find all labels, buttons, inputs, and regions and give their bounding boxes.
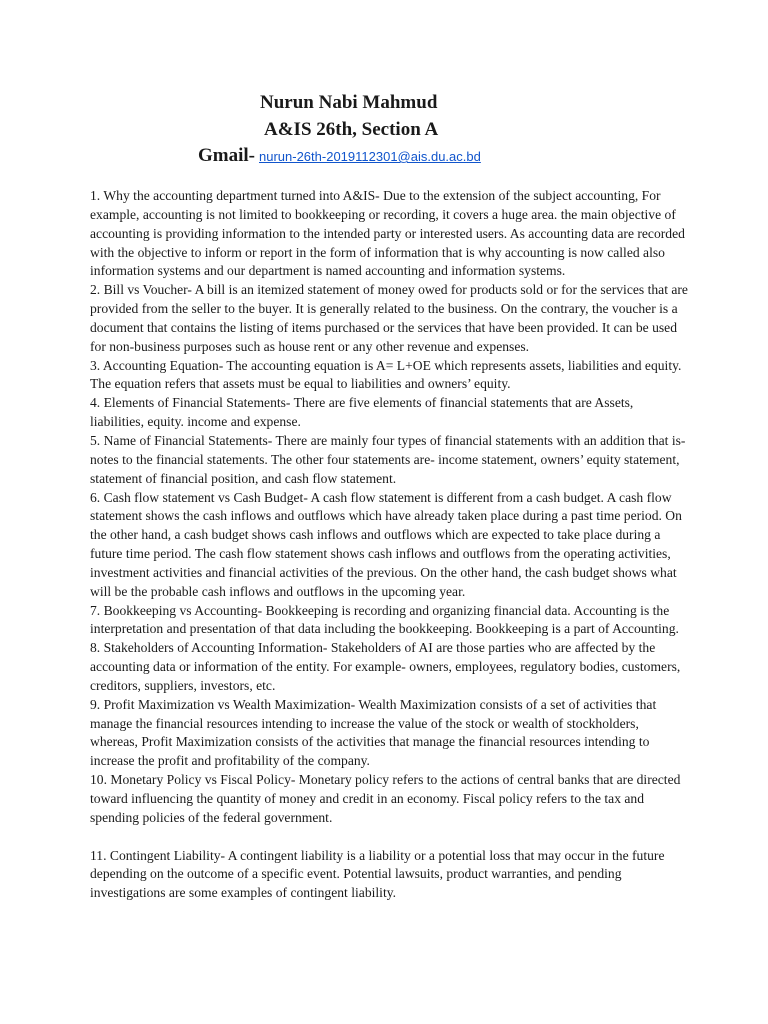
- paragraph-profit-vs-wealth: 9. Profit Maximization vs Wealth Maximization- Wealth Maximization consists of a set of activities that manage the financial resources intending to increase the value of the stock or wealth of stockholders, whereas, Profit Maximization consists of the activities that manage the financial resources intending to increase the profit and profitability of the company.: [90, 696, 657, 769]
- paragraph-bill-vs-voucher: 2. Bill vs Voucher- A bill is an itemized statement of money owed for products sold or for the services that are provided from the seller to the buyer. It is generally related to the business. On the contrary, the voucher is a document that contains the listing of items purchased or the services that have been provided. It can be used for non-business purposes such as house rent or any other revenue and expenses.: [90, 282, 688, 354]
- author-section: A&IS 26th, Section A: [264, 119, 439, 140]
- paragraph-elements-financial-statements: 4. Elements of Financial Statements- There are five elements of financial statements that are Assets, liabilities, equity. income and expense.: [90, 395, 634, 430]
- paragraph-contingent-liability: 11. Contingent Liability- A contingent liability is a liability or a potential loss that may occur in the future depending on the outcome of a specific event. Potential lawsuits, product warranties, and pending investigations are some examples of contingent liability.: [90, 847, 665, 901]
- paragraph-monetary-vs-fiscal: 10. Monetary Policy vs Fiscal Policy- Monetary policy refers to the actions of central banks that are directed toward influencing the quantity of money and credit in an economy. Fiscal policy refers to the tax and spending policies of the federal government.: [90, 772, 681, 825]
- paragraph-cash-flow-vs-budget: 6. Cash flow statement vs Cash Budget- A cash flow statement is different from a cash budget. A cash flow statement shows the cash inflows and outflows which have already taken place during a past time period. On the other hand, a cash budget shows cash inflows and outflows which are expected to take place during a future time period. The cash flow statement shows cash inflows and outflows from the operating activities, investment activities and financial activities of the previous. On the other hand, the cash budget shows what will be the probable cash inflows and outflows in the upcoming year.: [90, 489, 682, 599]
- paragraph-why-ais: 1. Why the accounting department turned into A&IS- Due to the extension of the subject accounting, For example, accounting is not limited to bookkeeping or recording, it covers a huge area. the main objective of accounting is providing information to the intended party or interested users. As accounting data are recorded with the objective to inform or report in the form of information that is why accounting is now called also information systems and our department is named accounting and information systems.: [90, 188, 685, 279]
- gmail-label: Gmail-: [198, 145, 255, 166]
- paragraph-bookkeeping-vs-accounting: 7. Bookkeeping vs Accounting- Bookkeeping is recording and organizing financial data. Accounting is the interpretation and presentation of that data including the bookkeeping. Bookkeeping is a part of Accounting.: [90, 602, 679, 637]
- document-body: [90, 187, 690, 903]
- gmail-line: [198, 145, 481, 167]
- author-name: Nurun Nabi Mahmud: [260, 92, 438, 113]
- paragraph-stakeholders: 8. Stakeholders of Accounting Information- Stakeholders of AI are those parties who are affected by the accounting data or information of the entity. For example- owners, employees, regulatory bodies, customers, creditors, suppliers, investors, etc.: [90, 640, 681, 693]
- paragraph-accounting-equation: 3. Accounting Equation- The accounting equation is A= L+OE which represents assets, liabilities and equity. The equation refers that assets must be equal to liabilities and owners’ equity.: [90, 357, 682, 392]
- paragraph-name-financial-statements: 5. Name of Financial Statements- There are mainly four types of financial statements with an addition that is- notes to the financial statements. The other four statements are- income statement, owners’ equity statement, statement of financial position, and cash flow statement.: [90, 432, 686, 486]
- email-link[interactable]: nurun-26th-2019112301@ais.du.ac.bd: [259, 149, 481, 164]
